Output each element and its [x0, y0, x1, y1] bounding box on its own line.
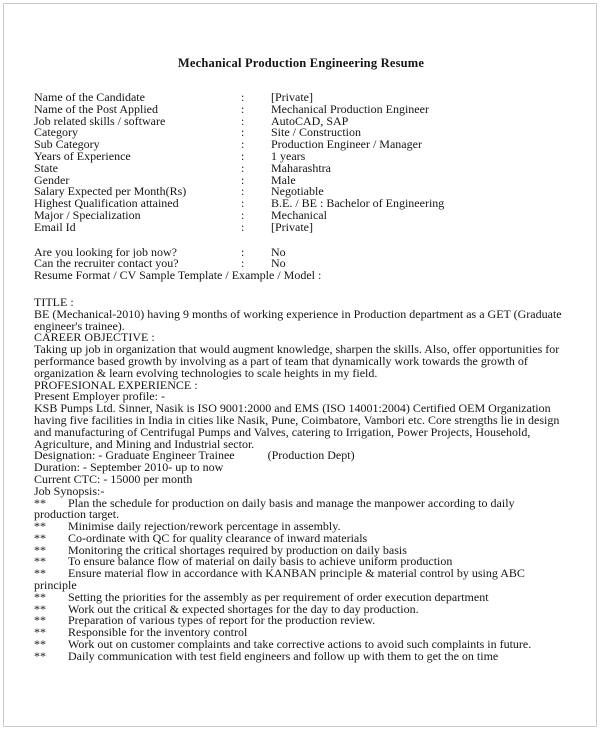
bullet-text: Work out the critical & expected shortages for the day to day production. — [68, 601, 419, 616]
field-colon: : — [241, 92, 245, 104]
career-objective-paragraph: Taking up job in organization that would augment knowledge, sharpen the skills. Also, offer opportunities for performance based growth by involving as a part of team that dynamically work towards the growth of organization & learn evolving technologies to scale heights in my field. — [34, 342, 560, 380]
field-value: 1 years — [271, 150, 306, 163]
field-value: Site / Construction — [271, 127, 361, 140]
bullet-marker: ** — [34, 519, 46, 534]
resume-format-line: Resume Format / CV Sample Template / Example / Model : — [34, 268, 322, 283]
field-label: Name of the Candidate — [34, 92, 145, 104]
field-row-experience — [34, 151, 568, 163]
field-colon: : — [241, 209, 245, 222]
field-label: Years of Experience — [34, 150, 131, 163]
field-row-category — [34, 127, 568, 139]
field-value: Mechanical — [271, 209, 327, 222]
bullet-line — [34, 495, 568, 522]
field-label: Gender — [34, 174, 70, 187]
field-value: AutoCAD, SAP — [271, 115, 349, 128]
bullet-marker: ** — [34, 566, 46, 581]
bullet-marker: ** — [34, 648, 46, 663]
job-synopsis-heading: Job Synopsis:- — [34, 483, 105, 498]
field-label: Email Id — [34, 221, 76, 234]
field-row-email — [34, 222, 568, 234]
bullet-text: Work out on customer complaints and take corrective actions to avoid such complaints in future. — [68, 637, 532, 652]
field-colon: : — [241, 221, 245, 234]
field-label: Name of the Post Applied — [34, 103, 158, 116]
field-colon: : — [241, 150, 245, 163]
designation-line: Designation: - Graduate Engineer Trainee (Production Dept) — [34, 448, 355, 463]
section-heading-title: TITLE : — [34, 294, 74, 309]
field-row-major — [34, 210, 568, 222]
field-colon: : — [241, 103, 245, 116]
field-label: Sub Category — [34, 139, 100, 151]
field-value: B.E. / BE : Bachelor of Engineering — [271, 198, 445, 210]
bullet-text: Setting the priorities for the assembly as per requirement of order execution department — [68, 589, 489, 604]
field-value: Production Engineer / Manager — [271, 139, 422, 151]
field-colon: : — [241, 127, 245, 140]
field-row-candidate-name — [34, 92, 568, 104]
recruiter-questions — [34, 247, 568, 271]
resume-body — [34, 294, 568, 663]
section-heading-career-objective: CAREER OBJECTIVE : — [34, 330, 155, 345]
section-heading-professional-experience: PROFESIONAL EXPERIENCE : — [34, 377, 198, 392]
field-colon: : — [241, 246, 245, 259]
question-value: No — [271, 246, 286, 259]
page-frame — [3, 3, 597, 727]
field-label: State — [34, 162, 58, 175]
field-label: Job related skills / software — [34, 115, 166, 128]
bullet-text: Co-ordinate with QC for quality clearance of inward materials — [68, 530, 368, 545]
question-label: Are you looking for job now? — [34, 246, 177, 259]
field-row-post-applied — [34, 104, 568, 116]
bullet-marker: ** — [34, 637, 46, 652]
field-colon: : — [241, 162, 245, 175]
field-value: Male — [271, 174, 296, 187]
field-row-skills — [34, 116, 568, 128]
field-colon: : — [241, 186, 245, 199]
bullet-text: Plan the schedule for production on daily basis and manage the manpower according to daily production target. — [34, 495, 515, 522]
field-row-gender — [34, 175, 568, 187]
bullet-line — [34, 568, 568, 592]
bullet-text: Responsible for the inventory control — [68, 625, 248, 640]
candidate-fields — [34, 92, 568, 234]
field-label: Major / Specialization — [34, 209, 141, 222]
bullet-text: Daily communication with test field engineers and follow up with them to get the on time — [68, 648, 499, 663]
bullet-text: Monitoring the critical shortages required by production on daily basis — [68, 542, 407, 557]
field-value: [Private] — [271, 92, 313, 104]
bullet-text: Preparation of various types of report for the production review. — [68, 613, 376, 628]
question-value: No — [271, 258, 286, 271]
field-label: Salary Expected per Month(Rs) — [34, 186, 187, 199]
current-ctc-line: Current CTC: - 15000 per month — [34, 471, 193, 486]
bullet-marker: ** — [34, 530, 46, 545]
field-colon: : — [241, 174, 245, 187]
question-row-looking — [34, 247, 568, 259]
bullet-line — [34, 648, 568, 663]
bullet-marker: ** — [34, 542, 46, 557]
bullet-text: Ensure material flow in accordance with KANBAN principle & material control by using ABC principle — [34, 566, 525, 593]
employer-description-paragraph: KSB Pumps Ltd. Sinner, Nasik is ISO 9001:2000 and EMS (ISO 14001:2004) Certified OEM Organization having five facilities in India in cities like Nasik, Pune, Coimbatore, Vambori etc. Core strengths lie in design and manufacturing of Centrifugal Pumps and Valves, catering to Irrigation, Power Projects, Household, Agriculture, and Mining and Industrial sector. — [34, 401, 560, 451]
bullet-marker: ** — [34, 625, 46, 640]
bullet-text: To ensure balance flow of material on daily basis to achieve uniform production — [68, 554, 453, 569]
field-colon: : — [241, 115, 245, 128]
bullet-marker: ** — [34, 613, 46, 628]
field-value: Maharashtra — [271, 162, 331, 175]
field-value: Mechanical Production Engineer — [271, 103, 429, 116]
field-row-qualification — [34, 198, 568, 210]
present-employer-label: Present Employer profile: - — [34, 389, 165, 404]
bullet-marker: ** — [34, 589, 46, 604]
duration-line: Duration: - September 2010- up to now — [34, 460, 224, 475]
title-paragraph: BE (Mechanical-2010) having 9 months of working experience in Production department as a GET (Graduate engineer's trainee). — [34, 306, 562, 333]
question-label: Can the recruiter contact you? — [34, 258, 179, 271]
bullet-marker: ** — [34, 495, 46, 510]
field-row-state — [34, 163, 568, 175]
bullet-marker: ** — [34, 601, 46, 616]
field-colon: : — [241, 198, 245, 210]
field-label: Highest Qualification attained — [34, 198, 179, 210]
bullet-text: Minimise daily rejection/rework percentage in assembly. — [68, 519, 341, 534]
field-value: Negotiable — [271, 186, 324, 199]
field-row-salary — [34, 186, 568, 198]
field-value: [Private] — [271, 221, 313, 234]
field-label: Category — [34, 127, 78, 140]
field-row-sub-category — [34, 139, 568, 151]
bullet-marker: ** — [34, 554, 46, 569]
document-title: Mechanical Production Engineering Resume — [177, 56, 425, 70]
field-colon: : — [241, 258, 245, 271]
field-colon: : — [241, 139, 245, 151]
